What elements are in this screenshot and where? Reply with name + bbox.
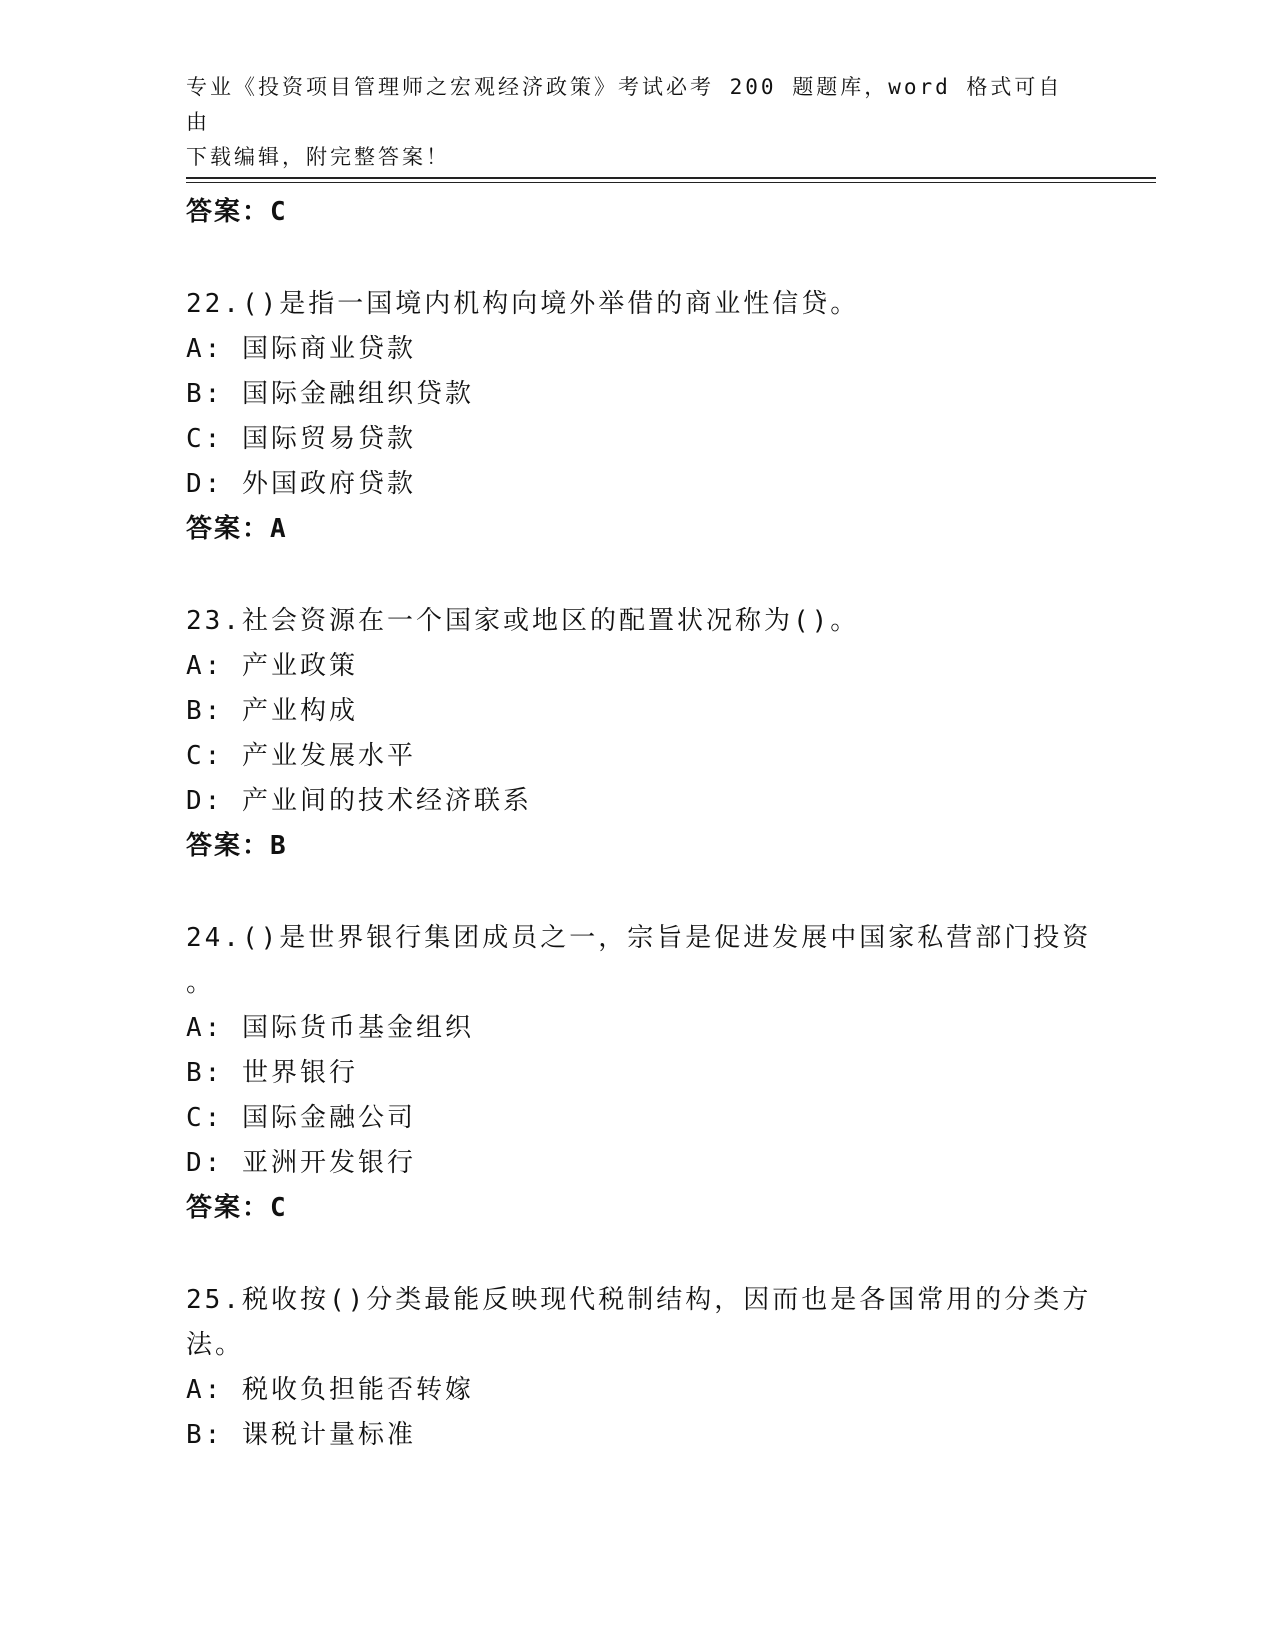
option-c: C: 国际贸易贷款	[186, 424, 416, 454]
answer-line: 答案：C	[186, 197, 288, 227]
answer-line: 答案：A	[186, 514, 288, 544]
question-block	[186, 282, 1086, 552]
option-a: A: 产业政策	[186, 651, 358, 681]
spacer	[186, 869, 1086, 916]
question-stem-continued: 。	[186, 968, 216, 998]
document-header	[186, 70, 1066, 175]
option-a: A: 国际货币基金组织	[186, 1013, 474, 1043]
question-block	[186, 599, 1086, 869]
option-d: D: 亚洲开发银行	[186, 1148, 416, 1178]
option-d: D: 外国政府贷款	[186, 469, 416, 499]
option-b: B: 国际金融组织贷款	[186, 379, 474, 409]
option-a: A: 国际商业贷款	[186, 334, 416, 364]
question-stem: 24.()是世界银行集团成员之一，宗旨是促进发展中国家私营部门投资	[186, 923, 1092, 953]
header-line-1: 专业《投资项目管理师之宏观经济政策》考试必考 200 题题库，word 格式可自由	[186, 75, 1063, 134]
question-block	[186, 916, 1092, 1231]
option-d: D: 产业间的技术经济联系	[186, 786, 532, 816]
option-b: B: 世界银行	[186, 1058, 358, 1088]
header-line-2: 下载编辑，附完整答案！	[186, 145, 450, 169]
spacer	[186, 235, 1086, 282]
answer-line: 答案：C	[186, 1193, 288, 1223]
option-c: C: 国际金融公司	[186, 1103, 416, 1133]
header-rule-thick	[186, 177, 1156, 179]
spacer	[186, 552, 1086, 599]
answer-line: 答案：B	[186, 831, 288, 861]
question-stem: 22.()是指一国境内机构向境外举借的商业性信贷。	[186, 289, 860, 319]
question-block	[186, 1278, 1092, 1458]
option-a: A: 税收负担能否转嫁	[186, 1375, 474, 1405]
spacer	[186, 1231, 1086, 1278]
question-stem-continued: 法。	[186, 1330, 245, 1360]
option-b: B: 产业构成	[186, 696, 358, 726]
option-b: B: 课税计量标准	[186, 1420, 416, 1450]
option-c: C: 产业发展水平	[186, 741, 416, 771]
header-rule-thin	[186, 182, 1156, 183]
question-list	[186, 190, 1092, 1458]
question-stem: 25.税收按()分类最能反映现代税制结构，因而也是各国常用的分类方	[186, 1285, 1092, 1315]
question-stem: 23.社会资源在一个国家或地区的配置状况称为()。	[186, 606, 860, 636]
